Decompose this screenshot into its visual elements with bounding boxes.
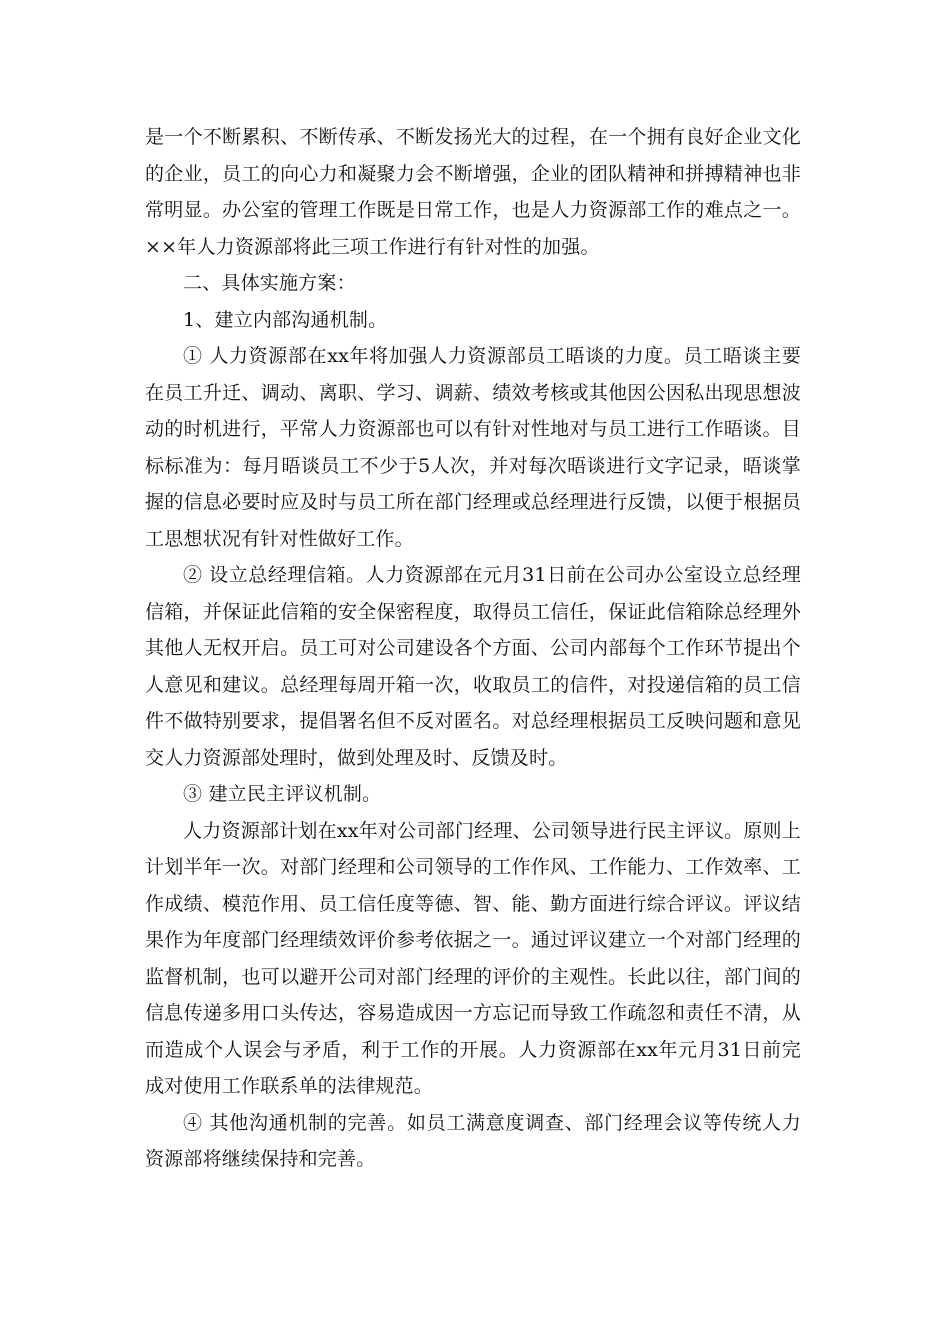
section-heading-implementation-plan: 二、具体实施方案：	[183, 272, 356, 294]
paragraph-democratic-evaluation: 人力资源部计划在xx年对公司部门经理、公司领导进行民主评议。原则上计划半年一次。对部门经理和公司领导的工作作风、工作能力、工作效率、工作成绩、模范作用、员工信任度等德、智、能、勤方面进行综合评议。评议结果作为年度部门经理绩效评价参考依据之一。通过评议建立一个对部门经理的监督机制，也可以避开公司对部门经理的评价的主观性。长此以往，部门间的信息传递多用口头传达，容易造成因一方忘记而导致工作疏忽和责任不清，从而造成个人误会与矛盾，利于工作的开展。人力资源部在xx年元月31日前完成对使用工作联系单的法律规范。	[145, 819, 801, 1097]
paragraph-employee-interviews: ① 人力资源部在xx年将加强人力资源部员工晤谈的力度。员工晤谈主要在员工升迁、调动、离职、学习、调薪、绩效考核或其他因公因私出现思想波动的时机进行，平常人力资源部也可以有针对性地对与员工进行工作晤谈。目标标准为：每月晤谈员工不少于5人次，并对每次晤谈进行文字记录，晤谈掌握的信息必要时应及时与员工所在部门经理或总经理进行反馈，以便于根据员工思想状况有针对性做好工作。	[145, 345, 801, 550]
paragraph-culture-continuation: 是一个不断累积、不断传承、不断发扬光大的过程，在一个拥有良好企业文化的企业，员工的向心力和凝聚力会不断增强，企业的团队精神和拼搏精神也非常明显。办公室的管理工作既是日常工作，也是人力资源部工作的难点之一。××年人力资源部将此三项工作进行有针对性的加强。	[145, 126, 801, 258]
paragraph-general-manager-mailbox: ② 设立总经理信箱。人力资源部在元月31日前在公司办公室设立总经理信箱，并保证此信箱的安全保密程度，取得员工信任，保证此信箱除总经理外其他人无权开启。员工可对公司建设各个方面、公司内部每个工作环节提出个人意见和建议。总经理每周开箱一次，收取员工的信件，对投递信箱的员工信件不做特别要求，提倡署名但不反对匿名。对总经理根据员工反映问题和意见交人力资源部处理时，做到处理及时、反馈及时。	[145, 564, 801, 769]
paragraph-other-communication: ④ 其他沟通机制的完善。如员工满意度调查、部门经理会议等传统人力资源部将继续保持和完善。	[145, 1111, 801, 1170]
subheading-internal-communication: 1、建立内部沟通机制。	[183, 308, 388, 331]
subheading-democratic-evaluation: ③ 建立民主评议机制。	[183, 783, 382, 805]
document-page	[145, 119, 801, 1178]
